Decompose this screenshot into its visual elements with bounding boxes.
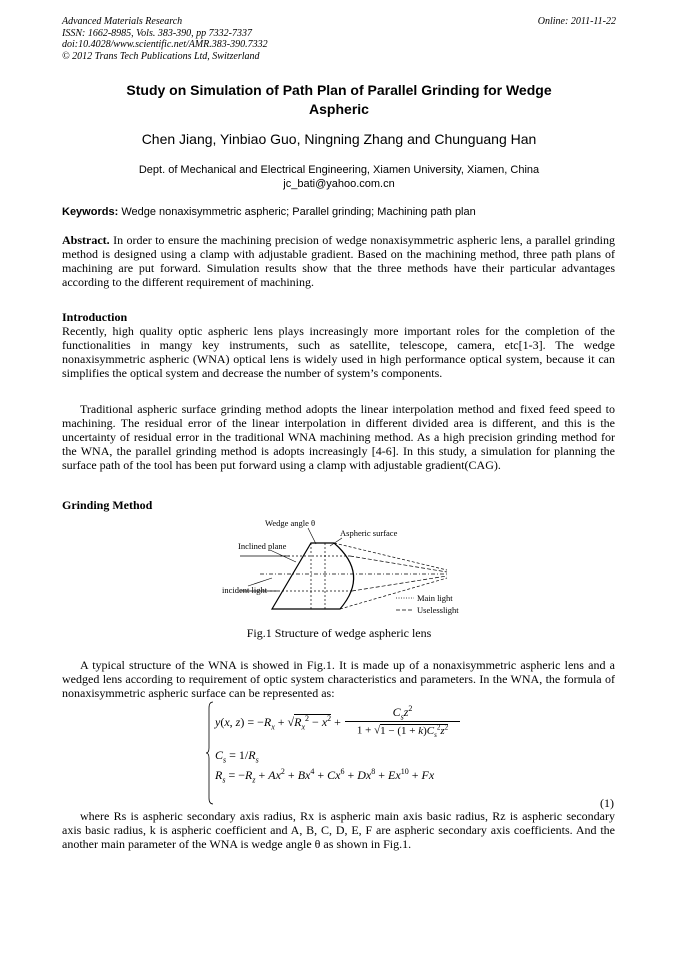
online-date: Online: 2011-11-22 <box>537 16 616 27</box>
keywords-line <box>62 206 476 218</box>
intro-paragraph-1: Recently, high quality optic aspheric lens plays increasingly more important roles for the completion of the functionalities in mangy key instruments, such as satellite, telescope, camera, etc[1-3]. The wedge nonaxisymmetric aspheric (WNA) optical lens is widely used in high performance optical system, because it can simplifies the optical system and decrease the number of system’s components. <box>62 324 615 380</box>
equation-line-3: $R_s = -R_z + Ax^2 + Bx^4 + Cx^6 + Dx^8 + Ex^{10} + Fx$ <box>215 767 435 785</box>
where-paragraph: where Rs is aspheric secondary axis radius, Rx is aspheric main axis basic radius, Rz is aspheric secondary axis basic radius, k is aspheric coefficient and A, B, C, D, E, F are aspheric secondary axis coefficients. And the another main parameter of the WNA is wedge angle θ as shown in Fig.1. <box>62 809 615 851</box>
equation-1 <box>205 700 475 806</box>
equation-line-1: y(x, $z) = -R_x + √R_x^2 - x^2$ + <box>215 714 341 732</box>
title-line-1: Study on Simulation of Path Plan of Parallel Grinding for Wedge <box>126 82 552 98</box>
equation-brace <box>205 700 215 806</box>
label-aspheric-surface: Aspheric surface <box>340 528 398 538</box>
keywords-label: Keywords: <box>62 206 119 218</box>
running-header <box>62 16 268 62</box>
author-email[interactable]: jc_bati@yahoo.com.cn <box>283 178 395 190</box>
wedge-lens-figure <box>200 512 470 622</box>
equation-fraction: $C_sz^2$ $1 + √1 - (1 + k)C_s^2z^2$ <box>345 704 460 739</box>
grinding-paragraph-1: A typical structure of the WNA is showed in Fig.1. It is made up of a nonaxisymmetric aspheric lens and a wedged lens according to requirement of optic system characteristics and parameters. In the WNA, the formula of nonaxisymmetric aspheric surface can be represented as: <box>62 658 615 700</box>
legend-main-light: Main light <box>417 593 453 603</box>
abstract-label: Abstract. <box>62 233 110 247</box>
abstract-paragraph <box>62 233 615 289</box>
equation-number: (1) <box>600 796 614 810</box>
title-line-2: Aspheric <box>309 101 369 117</box>
figure-caption: Fig.1 Structure of wedge aspheric lens <box>246 626 432 640</box>
equation-line-2: $C_s = 1/R_s$ <box>215 748 259 765</box>
doi-line: doi:10.4028/www.scientific.net/AMR.383-390.7332 <box>62 39 268 50</box>
keywords-text: Wedge nonaxisymmetric aspheric; Parallel grinding; Machining path plan <box>121 206 476 218</box>
section-heading-grinding: Grinding Method <box>62 498 153 512</box>
affiliation: Dept. of Mechanical and Electrical Engineering, Xiamen University, Xiamen, China <box>138 164 540 176</box>
abstract-text: In order to ensure the machining precision of wedge nonaxisymmetric aspheric lens, a parallel grinding method is designed using a clamp with adjustable gradient. Based on the machining method, three path plans of machining are put forward. Simulation results show that the three methods have their particular advantages according to the different requirement of machining. <box>62 233 616 289</box>
label-inclined-plane: Inclined plane <box>238 541 287 551</box>
journal-name: Advanced Materials Research <box>62 16 183 27</box>
legend-useless-light: Uselesslight <box>417 605 459 615</box>
section-heading-introduction: Introduction <box>62 310 128 324</box>
issn-line: ISSN: 1662-8985, Vols. 383-390, pp 7332-7337 <box>62 27 252 39</box>
affiliation-block <box>62 163 616 191</box>
label-incident-light: incident light <box>222 585 268 595</box>
paper-title <box>62 81 616 119</box>
lens-outline <box>272 543 354 609</box>
intro-paragraph-2: Traditional aspheric surface grinding method adopts the linear interpolation method and fixed feed speed to machining. The residual error of the linear interpolation in different divided area is different, and this is the uncertainty of residual error in the traditional WNA machining method. As a high precision grinding method for the WNA, the parallel grinding method is adopts increasingly [4-6]. In this study, a simulation for planning the surface path of the tool has been put forward using a clamp with adjustable gradient(CAG). <box>62 402 615 472</box>
copyright-line: © 2012 Trans Tech Publications Ltd, Switzerland <box>62 50 260 62</box>
author-list: Chen Jiang, Yinbiao Guo, Ningning Zhang and Chunguang Han <box>141 131 537 147</box>
label-wedge-angle: Wedge angle θ <box>265 518 316 528</box>
